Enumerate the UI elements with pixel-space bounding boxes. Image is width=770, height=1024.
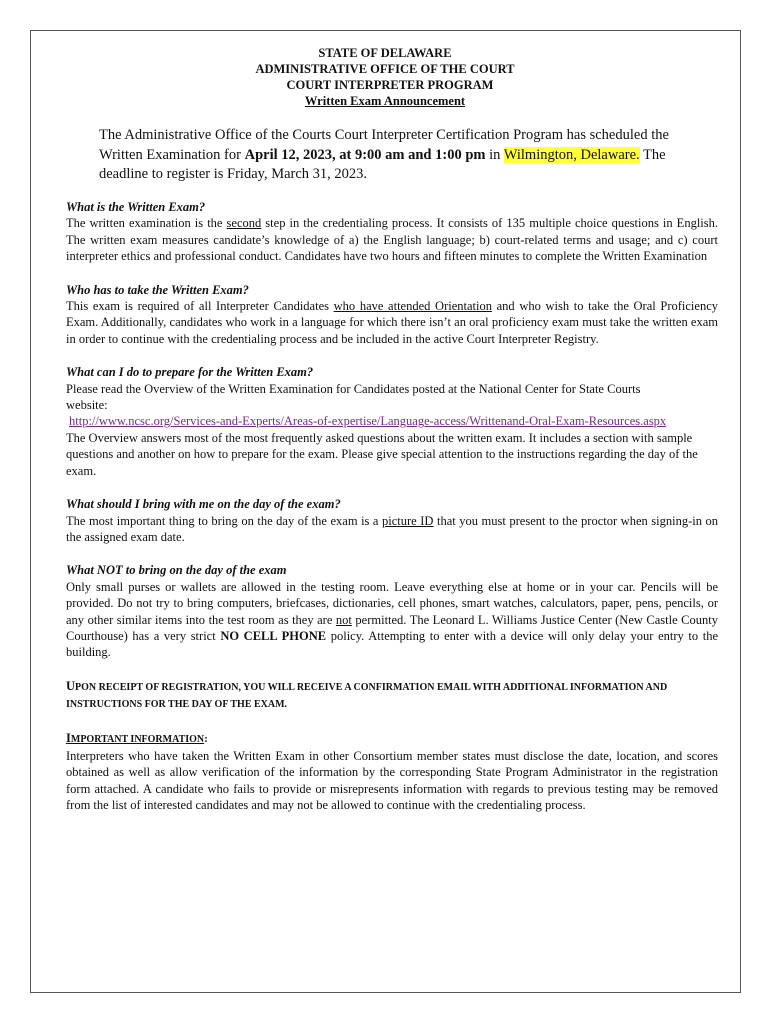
important-info-text: Interpreters who have taken the Written Exam in other Consortium member states must disclose the date, location, and scores obtained as well as allow verification of the information by the corresponding State Program Administrator in the registration form attached. A candidate who fails to provide or misrepresents information with regards to previous testing may be removed from the list of interested candidates and may not be allowed to continue with the credentialing process. — [66, 748, 718, 812]
ncsc-resource-link[interactable]: http://www.ncsc.org/Services-and-Experts/Areas-of-expertise/Language-access/Writtenand-Oral-Exam-Resources.aspx — [69, 414, 667, 429]
underlined-text: not — [335, 612, 352, 627]
text-run: The most important thing to bring on the day of the exam is a — [66, 513, 383, 528]
notice-initial: U — [66, 678, 76, 693]
intro-text-in: in — [485, 146, 504, 163]
section-not-bring-title: What NOT to bring on the day of the exam — [66, 563, 287, 578]
text-run: that you must present to the proctor when signing-in on the assigned exam date. — [66, 513, 719, 544]
section-bring-title: What should I bring with me on the day of the exam? — [66, 497, 341, 512]
important-info-title — [66, 730, 718, 748]
section-what-is-text — [66, 215, 718, 264]
underlined-text: second — [226, 216, 262, 231]
header-office: ADMINISTRATIVE OFFICE OF THE COURT — [255, 62, 515, 76]
underlined-text: picture ID — [382, 513, 434, 528]
section-what-is-title: What is the Written Exam? — [66, 200, 206, 214]
intro-deadline: The deadline to register is Friday, March 31, 2023. — [99, 146, 666, 182]
intro-text: The Administrative Office of the Courts Court Interpreter Certification Program has scheduled the Written Examination for — [99, 127, 669, 163]
section-who-text — [66, 298, 718, 347]
section-prepare-overview: The Overview answers most of the most frequently asked questions about the written exam. It includes a section with sample questions and another on how to prepare for the exam. Please give special attention to the instructions regarding the day of the exam. — [66, 430, 698, 478]
intro-paragraph — [99, 126, 699, 185]
registration-notice — [66, 678, 718, 713]
text-run: Only small purses or wallets are allowed in the testing room. Leave everything else at home or in your car. Pencils will be provided. Do not try to bring computers, briefcases, dictionaries, cell phones, smart watches, calculators, paper, pens, pencils, or any other similar items into the test room as they are — [66, 579, 718, 627]
document-body — [66, 199, 718, 813]
important-initial: I — [66, 730, 71, 745]
important-info-heading — [66, 730, 205, 745]
important-colon: : — [204, 732, 208, 745]
notice-text: PON RECEIPT OF REGISTRATION, YOU WILL RECEIVE A CONFIRMATION EMAIL WITH ADDITIONAL INFORMATION AND INSTRUCTIONS FOR THE DAY OF THE EXAM. — [66, 681, 668, 710]
text-run: and who wish to take the Oral Proficiency Exam. Additionally, candidates who work in a language for which there isn’t an oral proficiency exam must take the written exam in order to continue with the credentialing process and be included in the active Court Interpreter Registry. — [66, 299, 718, 346]
important-heading-text: MPORTANT INFORMATION — [70, 733, 205, 745]
text-run: policy. Attempting to enter with a device will only delay your entry to the building. — [66, 628, 719, 660]
section-not-bring-text — [66, 579, 718, 661]
bold-text: NO CELL PHONE — [220, 628, 327, 643]
text-run: This exam is required of all Interpreter Candidates — [66, 299, 334, 314]
exam-location: Wilmington, Delaware. — [503, 146, 640, 163]
section-who-title: Who has to take the Written Exam? — [66, 282, 249, 297]
exam-date: April 12, 2023, at 9:00 am and 1:00 pm — [244, 146, 486, 163]
text-run: The written examination is the — [66, 216, 227, 231]
underlined-text: who have attended Orientation — [333, 299, 492, 314]
document-header — [0, 45, 770, 109]
header-state: STATE OF DELAWARE — [318, 46, 452, 60]
section-prepare-text: Please read the Overview of the Written Examination for Candidates posted at the National Center for State Courts website: — [66, 381, 641, 413]
header-program: COURT INTERPRETER PROGRAM — [286, 78, 494, 92]
text-run: step in the credentialing process. It consists of 135 multiple choice questions in English. The written exam measures candidate’s knowledge of a) the English language; b) court-related terms and usage; and c) court interpreter ethics and professional conduct. Candidates have two hours and fifteen minutes to complete the Written Examination — [66, 216, 718, 264]
header-title: Written Exam Announcement — [304, 94, 466, 108]
section-prepare-title: What can I do to prepare for the Written Exam? — [66, 365, 314, 380]
text-run: permitted. The Leonard L. Williams Justice Center (New Castle County Courthouse) has a very strict — [66, 612, 718, 643]
section-bring-text — [66, 513, 718, 546]
